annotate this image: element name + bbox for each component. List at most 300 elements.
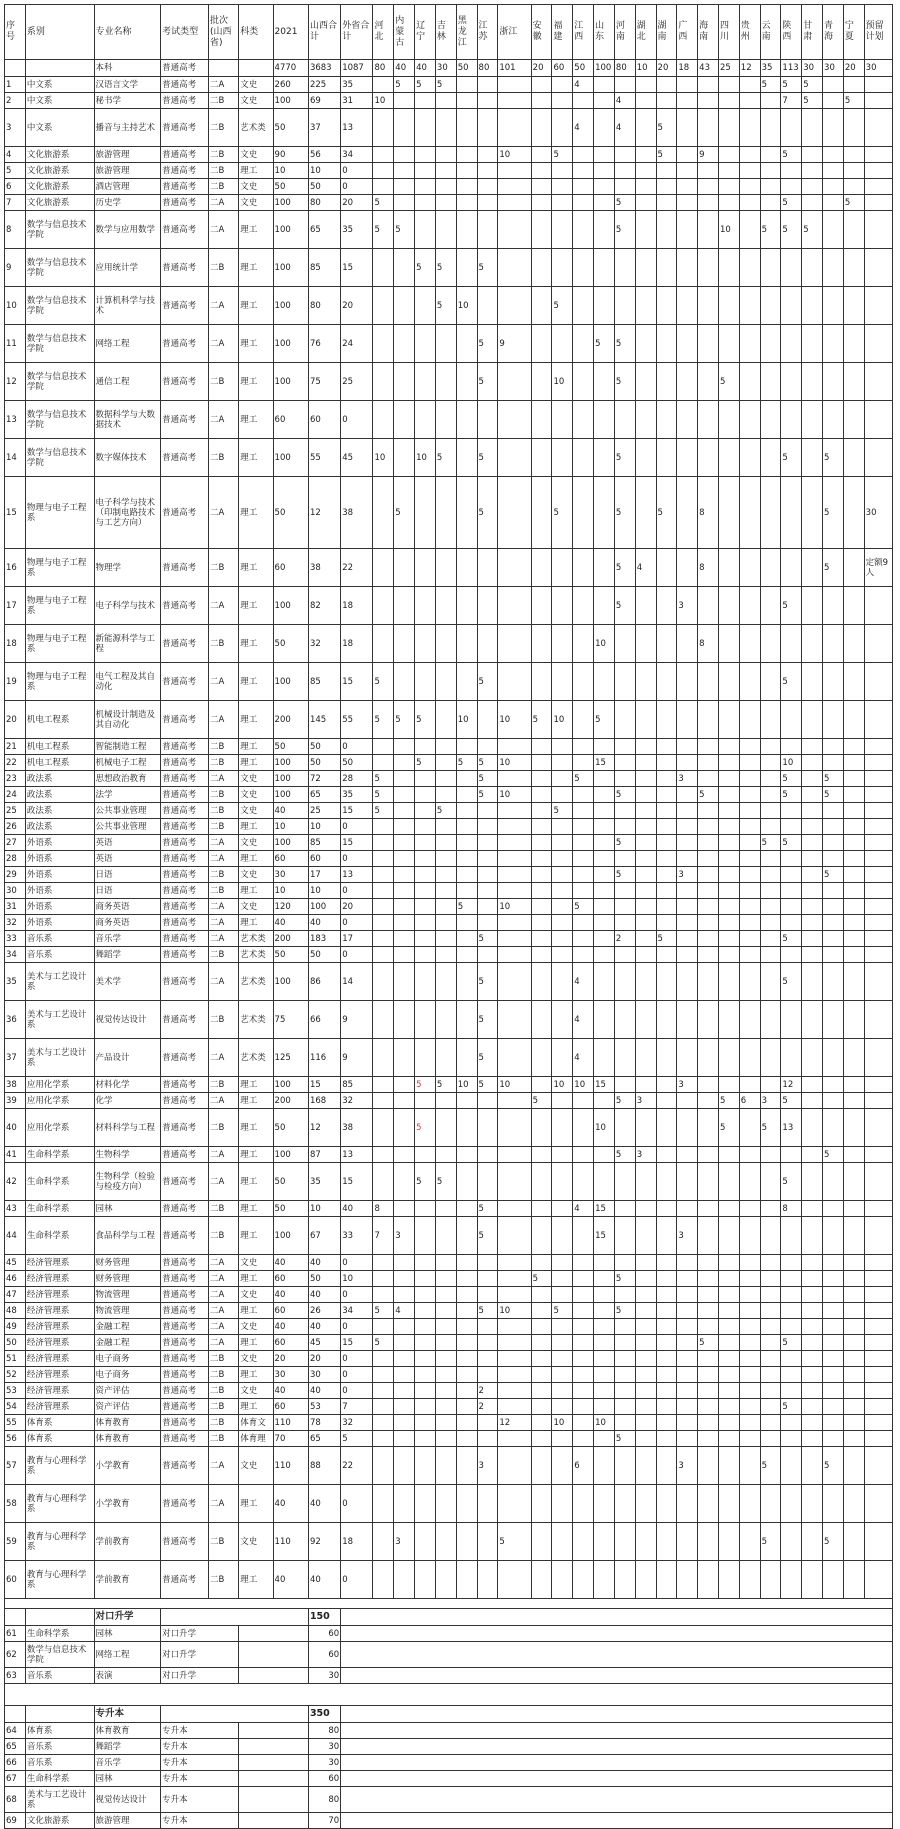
quota-cell bbox=[477, 93, 498, 109]
quota-cell: 普通高考 bbox=[161, 931, 209, 947]
quota-cell bbox=[843, 325, 864, 363]
table-row bbox=[5, 1001, 893, 1039]
quota-cell: 5 bbox=[415, 1077, 436, 1093]
row-index: 50 bbox=[5, 1335, 26, 1351]
quota-cell: 0 bbox=[341, 179, 373, 195]
quota-cell: 理工 bbox=[239, 1147, 273, 1163]
quota-cell: 3 bbox=[677, 587, 698, 625]
quota-cell bbox=[394, 325, 415, 363]
quota-cell bbox=[594, 867, 615, 883]
quota-cell bbox=[435, 947, 456, 963]
quota-cell bbox=[552, 1351, 573, 1367]
quota-cell bbox=[552, 899, 573, 915]
quota-cell bbox=[635, 625, 656, 663]
quota-cell bbox=[394, 1415, 415, 1431]
quota-cell bbox=[435, 1201, 456, 1217]
quota-cell bbox=[843, 1523, 864, 1561]
quota-cell bbox=[394, 755, 415, 771]
quota-cell bbox=[456, 947, 477, 963]
quota-cell bbox=[435, 963, 456, 1001]
quota-cell: 普通高考 bbox=[161, 93, 209, 109]
quota-cell bbox=[760, 663, 781, 701]
quota-cell bbox=[531, 77, 552, 93]
quota-cell: 文史 bbox=[239, 835, 273, 851]
quota-cell bbox=[760, 739, 781, 755]
quota-cell bbox=[498, 363, 531, 401]
table-row bbox=[5, 1367, 893, 1383]
quota-cell bbox=[718, 1415, 739, 1431]
quota-cell: 5 bbox=[781, 1399, 802, 1415]
quota-cell: 二A bbox=[209, 1255, 239, 1271]
quota-cell: 文史 bbox=[239, 787, 273, 803]
quota-cell: 225 bbox=[308, 77, 340, 93]
quota-cell bbox=[802, 1039, 823, 1077]
quota-cell bbox=[373, 1039, 394, 1077]
quota-cell bbox=[415, 931, 436, 947]
quota-cell: 二A bbox=[209, 77, 239, 93]
quota-cell bbox=[394, 363, 415, 401]
major-cell: 舞蹈学 bbox=[94, 1739, 161, 1755]
quota-cell bbox=[477, 803, 498, 819]
quota-cell bbox=[498, 1383, 531, 1399]
quota-cell bbox=[635, 179, 656, 195]
quota-cell bbox=[718, 1303, 739, 1319]
quota-cell: 5 bbox=[341, 1431, 373, 1447]
quota-cell bbox=[477, 1523, 498, 1561]
quota-cell bbox=[394, 1093, 415, 1109]
quota-cell: 100 bbox=[273, 439, 308, 477]
quota-cell bbox=[739, 1147, 760, 1163]
quota-cell: 5 bbox=[435, 249, 456, 287]
quota-cell bbox=[718, 163, 739, 179]
quota-cell bbox=[843, 1367, 864, 1383]
quota-cell bbox=[802, 1147, 823, 1163]
quota-cell bbox=[760, 867, 781, 883]
totals-cell: 4770 bbox=[273, 60, 308, 77]
quota-cell: 文史 bbox=[239, 179, 273, 195]
quota-cell bbox=[531, 1109, 552, 1147]
quota-cell bbox=[552, 931, 573, 947]
quota-cell bbox=[614, 1335, 635, 1351]
quota-cell bbox=[394, 931, 415, 947]
quota-cell bbox=[531, 1431, 552, 1447]
quota-cell bbox=[698, 803, 719, 819]
quota-cell bbox=[781, 947, 802, 963]
quota-cell bbox=[802, 851, 823, 867]
quota-cell bbox=[552, 93, 573, 109]
blank-cell bbox=[341, 1642, 893, 1668]
quota-cell bbox=[739, 147, 760, 163]
department-cell: 数学与信息技术学院 bbox=[25, 325, 94, 363]
table-row bbox=[5, 287, 893, 325]
quota-cell bbox=[739, 1447, 760, 1485]
quota-cell bbox=[614, 1287, 635, 1303]
quota-cell bbox=[739, 1431, 760, 1447]
quota-cell bbox=[415, 1561, 436, 1599]
header-row bbox=[5, 5, 893, 60]
quota-cell bbox=[698, 287, 719, 325]
quota-cell bbox=[394, 899, 415, 915]
quota-cell bbox=[435, 1561, 456, 1599]
quota-cell bbox=[802, 1399, 823, 1415]
quota-cell bbox=[415, 287, 436, 325]
quota-cell bbox=[718, 195, 739, 211]
quota-cell: 5 bbox=[781, 147, 802, 163]
quota-cell: 4 bbox=[614, 109, 635, 147]
quota-cell: 二B bbox=[209, 93, 239, 109]
table-row bbox=[5, 1109, 893, 1147]
quota-cell bbox=[531, 1039, 552, 1077]
quota-cell: 5 bbox=[477, 1039, 498, 1077]
department-cell: 政法系 bbox=[25, 771, 94, 787]
quota-cell: 10 bbox=[498, 899, 531, 915]
quota-cell bbox=[394, 1163, 415, 1201]
quota-cell: 50 bbox=[308, 739, 340, 755]
quota-cell: 7 bbox=[781, 93, 802, 109]
quota-cell bbox=[864, 1109, 892, 1147]
quota-cell: 18 bbox=[341, 587, 373, 625]
quota-cell bbox=[739, 803, 760, 819]
quota-cell: 5 bbox=[802, 93, 823, 109]
quota-cell bbox=[823, 1271, 844, 1287]
quota-cell bbox=[843, 663, 864, 701]
quota-cell bbox=[614, 1077, 635, 1093]
zhuanshengben-section-header bbox=[5, 1706, 893, 1723]
quota-cell bbox=[823, 851, 844, 867]
quota-cell bbox=[760, 851, 781, 867]
row-index: 47 bbox=[5, 1287, 26, 1303]
quota-cell bbox=[718, 1077, 739, 1093]
quota-cell bbox=[415, 93, 436, 109]
quota-cell bbox=[843, 1351, 864, 1367]
quota-cell bbox=[531, 1163, 552, 1201]
quota-cell: 24 bbox=[341, 325, 373, 363]
quota-cell bbox=[415, 1351, 436, 1367]
quota-cell bbox=[698, 195, 719, 211]
quota-cell: 66 bbox=[308, 1001, 340, 1039]
quota-cell bbox=[594, 899, 615, 915]
quota-cell: 38 bbox=[341, 1109, 373, 1147]
quota-cell bbox=[823, 1287, 844, 1303]
quota-cell bbox=[394, 835, 415, 851]
department-cell: 经济管理系 bbox=[25, 1303, 94, 1319]
row-index: 41 bbox=[5, 1147, 26, 1163]
quota-cell: 32 bbox=[341, 1093, 373, 1109]
quota-cell bbox=[781, 1255, 802, 1271]
major-cell: 电子商务 bbox=[94, 1367, 161, 1383]
quota-cell bbox=[843, 1303, 864, 1319]
quota-cell bbox=[373, 1147, 394, 1163]
major-cell: 旅游管理 bbox=[94, 1813, 161, 1829]
department-cell: 经济管理系 bbox=[25, 1351, 94, 1367]
quota-cell bbox=[635, 1319, 656, 1335]
quota-cell bbox=[698, 401, 719, 439]
department-cell: 物理与电子工程系 bbox=[25, 625, 94, 663]
blank-cell bbox=[5, 1599, 893, 1609]
quota-cell bbox=[656, 1093, 677, 1109]
quota-cell: 二A bbox=[209, 1039, 239, 1077]
quota-cell bbox=[656, 1201, 677, 1217]
quota-cell bbox=[456, 179, 477, 195]
quota-cell bbox=[781, 1351, 802, 1367]
department-cell: 文化旅游系 bbox=[25, 179, 94, 195]
quota-cell: 5 bbox=[614, 477, 635, 549]
quota-cell bbox=[718, 147, 739, 163]
quota-cell bbox=[531, 1303, 552, 1319]
quota-cell bbox=[698, 587, 719, 625]
quota-cell bbox=[739, 549, 760, 587]
quota-cell: 15 bbox=[341, 803, 373, 819]
quota-cell bbox=[760, 401, 781, 439]
quota-cell bbox=[498, 1367, 531, 1383]
quota-cell bbox=[843, 1039, 864, 1077]
quota-cell bbox=[614, 1399, 635, 1415]
quota-cell: 10 bbox=[552, 701, 573, 739]
row-index: 38 bbox=[5, 1077, 26, 1093]
quota-cell: 30 bbox=[308, 1668, 340, 1684]
quota-cell bbox=[614, 401, 635, 439]
quota-cell: 40 bbox=[341, 1201, 373, 1217]
quota-cell: 5 bbox=[614, 195, 635, 211]
column-header: 系别 bbox=[25, 5, 94, 60]
quota-cell: 17 bbox=[308, 867, 340, 883]
quota-cell bbox=[415, 625, 436, 663]
quota-cell bbox=[635, 1399, 656, 1415]
quota-cell bbox=[656, 1447, 677, 1485]
quota-cell: 5 bbox=[394, 77, 415, 93]
blank-cell bbox=[341, 1771, 893, 1787]
quota-cell bbox=[781, 883, 802, 899]
quota-cell bbox=[394, 179, 415, 195]
quota-cell: 普通高考 bbox=[161, 1163, 209, 1201]
quota-cell bbox=[677, 1093, 698, 1109]
quota-cell bbox=[394, 195, 415, 211]
quota-cell bbox=[864, 899, 892, 915]
quota-cell bbox=[531, 549, 552, 587]
quota-cell: 60 bbox=[308, 401, 340, 439]
quota-cell: 67 bbox=[308, 1217, 340, 1255]
department-cell: 政法系 bbox=[25, 803, 94, 819]
quota-cell bbox=[573, 947, 594, 963]
quota-cell bbox=[718, 755, 739, 771]
quota-cell bbox=[802, 771, 823, 787]
quota-cell bbox=[394, 915, 415, 931]
table-row bbox=[5, 1723, 893, 1739]
quota-cell bbox=[477, 1287, 498, 1303]
department-cell: 数学与信息技术学院 bbox=[25, 363, 94, 401]
quota-cell bbox=[477, 401, 498, 439]
totals-cell: 40 bbox=[394, 60, 415, 77]
quota-cell: 5 bbox=[394, 211, 415, 249]
quota-cell: 5 bbox=[435, 439, 456, 477]
quota-cell bbox=[415, 195, 436, 211]
quota-cell bbox=[843, 819, 864, 835]
quota-cell bbox=[456, 963, 477, 1001]
department-cell: 教育与心理科学系 bbox=[25, 1523, 94, 1561]
quota-cell bbox=[802, 249, 823, 287]
quota-cell: 0 bbox=[341, 739, 373, 755]
quota-cell bbox=[656, 287, 677, 325]
quota-cell: 60 bbox=[308, 851, 340, 867]
quota-cell bbox=[677, 1001, 698, 1039]
quota-cell: 二A bbox=[209, 401, 239, 439]
quota-cell bbox=[823, 803, 844, 819]
quota-cell bbox=[677, 77, 698, 93]
department-cell: 物理与电子工程系 bbox=[25, 549, 94, 587]
quota-cell bbox=[415, 787, 436, 803]
quota-cell bbox=[435, 1351, 456, 1367]
quota-cell: 50 bbox=[308, 947, 340, 963]
quota-cell: 普通高考 bbox=[161, 1415, 209, 1431]
column-header: 四川 bbox=[718, 5, 739, 60]
quota-cell: 0 bbox=[341, 1319, 373, 1335]
quota-cell bbox=[477, 109, 498, 147]
quota-cell bbox=[677, 803, 698, 819]
quota-cell bbox=[394, 867, 415, 883]
quota-cell bbox=[864, 1367, 892, 1383]
quota-cell bbox=[435, 587, 456, 625]
quota-cell: 110 bbox=[273, 1415, 308, 1431]
major-cell: 法学 bbox=[94, 787, 161, 803]
quota-cell bbox=[552, 1109, 573, 1147]
quota-cell bbox=[573, 179, 594, 195]
quota-cell: 文史 bbox=[239, 1255, 273, 1271]
quota-cell bbox=[802, 625, 823, 663]
quota-cell bbox=[614, 1351, 635, 1367]
quota-cell bbox=[843, 755, 864, 771]
quota-cell bbox=[415, 1431, 436, 1447]
quota-cell bbox=[781, 1383, 802, 1399]
quota-cell bbox=[864, 77, 892, 93]
quota-cell bbox=[823, 1351, 844, 1367]
quota-cell bbox=[594, 1287, 615, 1303]
quota-cell bbox=[435, 819, 456, 835]
quota-cell bbox=[843, 179, 864, 195]
quota-cell bbox=[435, 1431, 456, 1447]
quota-cell bbox=[677, 931, 698, 947]
quota-cell bbox=[781, 249, 802, 287]
quota-cell: 5 bbox=[760, 1523, 781, 1561]
quota-cell bbox=[677, 1351, 698, 1367]
quota-cell: 100 bbox=[273, 835, 308, 851]
quota-cell: 5 bbox=[781, 963, 802, 1001]
row-index: 45 bbox=[5, 1255, 26, 1271]
quota-cell bbox=[456, 915, 477, 931]
quota-cell bbox=[552, 439, 573, 477]
quota-cell bbox=[614, 947, 635, 963]
quota-cell bbox=[802, 549, 823, 587]
quota-cell bbox=[656, 1319, 677, 1335]
quota-cell bbox=[573, 851, 594, 867]
column-header: 广西 bbox=[677, 5, 698, 60]
quota-cell bbox=[435, 1271, 456, 1287]
table-row bbox=[5, 1668, 893, 1684]
quota-cell bbox=[552, 1319, 573, 1335]
quota-cell bbox=[823, 1303, 844, 1319]
quota-cell bbox=[614, 1001, 635, 1039]
column-header: 黑龙江 bbox=[456, 5, 477, 60]
quota-cell bbox=[823, 363, 844, 401]
quota-cell: 文史 bbox=[239, 147, 273, 163]
major-cell: 日语 bbox=[94, 883, 161, 899]
quota-cell: 10 bbox=[498, 1077, 531, 1093]
quota-cell bbox=[823, 325, 844, 363]
quota-cell: 5 bbox=[594, 325, 615, 363]
quota-cell bbox=[802, 439, 823, 477]
quota-cell bbox=[677, 1271, 698, 1287]
quota-cell bbox=[498, 93, 531, 109]
quota-cell bbox=[394, 1561, 415, 1599]
quota-cell: 5 bbox=[477, 1077, 498, 1093]
quota-cell bbox=[677, 1109, 698, 1147]
exam-type-cell: 对口升学 bbox=[161, 1642, 239, 1668]
department-cell: 体育系 bbox=[25, 1723, 94, 1739]
quota-cell bbox=[594, 771, 615, 787]
quota-cell bbox=[718, 1431, 739, 1447]
quota-cell bbox=[415, 211, 436, 249]
quota-cell bbox=[635, 819, 656, 835]
quota-cell bbox=[498, 931, 531, 947]
quota-cell bbox=[739, 325, 760, 363]
quota-cell bbox=[802, 1271, 823, 1287]
quota-cell bbox=[823, 625, 844, 663]
totals-cell: 普通高考 bbox=[161, 60, 209, 77]
quota-cell: 二B bbox=[209, 249, 239, 287]
column-header: 科类 bbox=[239, 5, 273, 60]
quota-cell bbox=[415, 1303, 436, 1319]
quota-cell bbox=[394, 439, 415, 477]
quota-cell bbox=[456, 867, 477, 883]
quota-cell bbox=[435, 1367, 456, 1383]
quota-cell bbox=[760, 1335, 781, 1351]
quota-cell bbox=[456, 851, 477, 867]
quota-cell bbox=[394, 883, 415, 899]
totals-cell: 30 bbox=[802, 60, 823, 77]
quota-cell bbox=[656, 1109, 677, 1147]
column-header: 浙江 bbox=[498, 5, 531, 60]
quota-cell bbox=[802, 1561, 823, 1599]
major-cell: 汉语言文学 bbox=[94, 77, 161, 93]
quota-cell: 普通高考 bbox=[161, 1303, 209, 1319]
quota-cell bbox=[456, 835, 477, 851]
quota-cell bbox=[594, 1523, 615, 1561]
quota-cell bbox=[864, 1093, 892, 1109]
quota-cell bbox=[573, 401, 594, 439]
quota-cell bbox=[718, 701, 739, 739]
quota-cell: 普通高考 bbox=[161, 1367, 209, 1383]
table-row bbox=[5, 1303, 893, 1319]
table-row bbox=[5, 1093, 893, 1109]
quota-cell bbox=[531, 1485, 552, 1523]
exam-type-cell: 专升本 bbox=[161, 1813, 239, 1829]
quota-cell bbox=[552, 625, 573, 663]
quota-cell bbox=[435, 1485, 456, 1523]
quota-cell: 100 bbox=[273, 771, 308, 787]
quota-cell bbox=[498, 819, 531, 835]
row-index: 40 bbox=[5, 1109, 26, 1147]
quota-cell bbox=[435, 401, 456, 439]
quota-cell: 二A bbox=[209, 587, 239, 625]
quota-cell bbox=[760, 287, 781, 325]
quota-cell bbox=[739, 77, 760, 93]
quota-cell bbox=[760, 899, 781, 915]
quota-cell bbox=[573, 835, 594, 851]
quota-cell: 理工 bbox=[239, 1399, 273, 1415]
quota-cell bbox=[373, 755, 394, 771]
quota-cell: 理工 bbox=[239, 325, 273, 363]
totals-cell: 113 bbox=[781, 60, 802, 77]
quota-cell bbox=[760, 771, 781, 787]
